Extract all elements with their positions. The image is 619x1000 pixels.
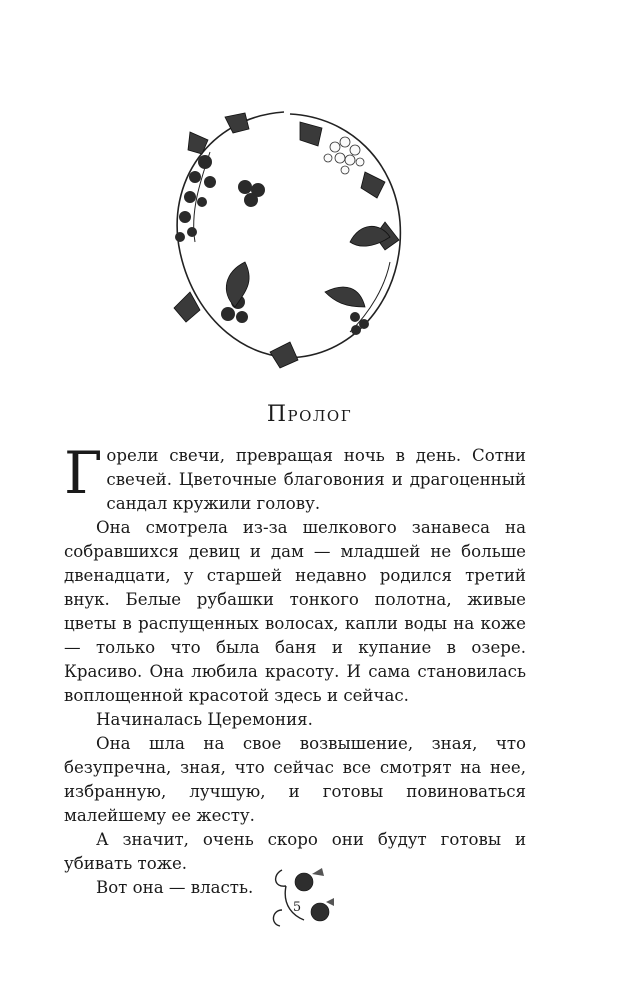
paragraph-1-text: орели свечи, превращая ночь в день. Сотни свечей. Цветочные благовония и драгоценный сандал кружили голову. [106, 446, 526, 513]
paragraph-6: Вот она — власть. [96, 878, 254, 897]
floral-wreath-illustration [150, 92, 418, 382]
drop-cap: Г [64, 439, 103, 507]
chapter-title: Пролог [266, 402, 353, 427]
chapter-body [64, 439, 526, 900]
paragraph-2: Она смотрела из-за шелкового занавеса на собравшихся девиц и дам — младшей не больше двенадцати, у старшей недавно родился третий внук. Белые рубашки тонкого полотна, живые цветы в распущенных волосах, капли воды на коже — только что была баня и купание в озере. Красиво. Она любила красоту. И сама становилась воплощенной красотой здесь и сейчас. [64, 518, 526, 705]
paragraph-1 [64, 439, 526, 516]
paragraph-4: Она шла на свое возвышение, зная, что безупречна, зная, что сейчас все смотрят на нее, избранную, лучшую, и готовы повиноваться малейшему ее жесту. [64, 734, 526, 825]
page-number: 5 [292, 900, 302, 915]
paragraph-5: А значит, очень скоро они будут готовы и убивать тоже. [64, 830, 526, 873]
paragraph-3: Начиналась Церемония. [96, 710, 313, 729]
